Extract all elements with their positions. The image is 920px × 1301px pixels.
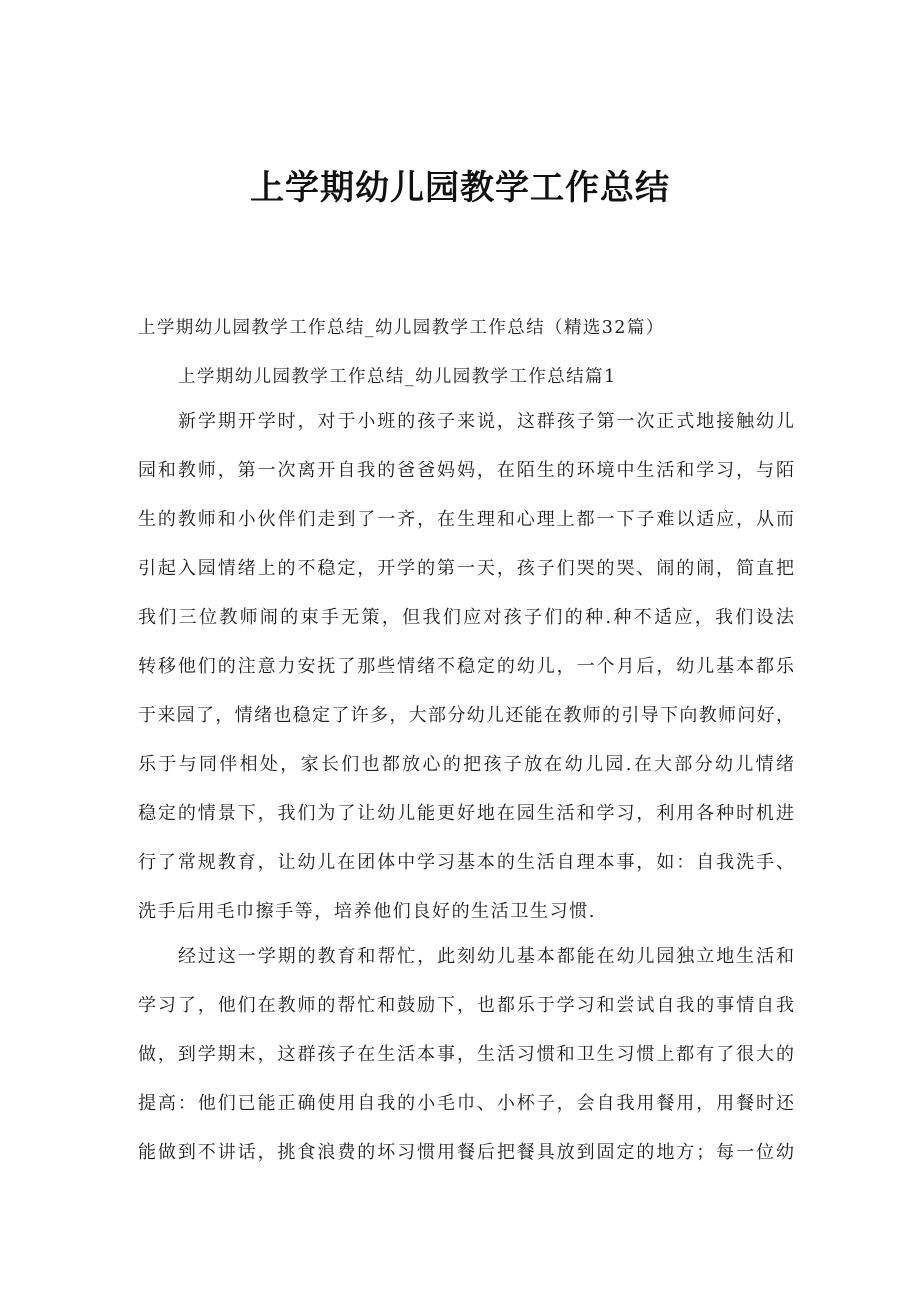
paragraph-line: 乐于与同伴相处，家长们也都放心的把孩子放在幼儿园.在大部分幼儿情绪 <box>138 754 794 775</box>
paragraph-line: 引起入园情绪上的不稳定，开学的第一天，孩子们哭的哭、闹的闹，简直把 <box>138 558 794 579</box>
paragraph-line: 我们三位教师闹的束手无策，但我们应对孩子们的种.种不适应，我们设法 <box>138 607 794 628</box>
paragraph-line: 洗手后用毛巾擦手等，培养他们良好的生活卫生习惯. <box>138 901 597 922</box>
paragraph-line: 做，到学期末，这群孩子在生活本事，生活习惯和卫生习惯上都有了很大的 <box>138 1044 794 1065</box>
paragraph-line: 稳定的情景下，我们为了让幼儿能更好地在园生活和学习，利用各种时机进 <box>138 803 794 824</box>
paragraph-line: 能做到不讲话，挑食浪费的坏习惯用餐后把餐具放到固定的地方；每一位幼 <box>138 1142 794 1163</box>
paragraph-line: 于来园了，情绪也稳定了许多，大部分幼儿还能在教师的引导下向教师问好， <box>138 705 794 726</box>
section-heading: 上学期幼儿园教学工作总结_幼儿园教学工作总结篇1 <box>178 367 617 387</box>
paragraph-line: 生的教师和小伙伴们走到了一齐，在生理和心理上都一下子难以适应，从而 <box>138 509 794 530</box>
paragraph-line: 转移他们的注意力安抚了那些情绪不稳定的幼儿，一个月后，幼儿基本都乐 <box>138 656 794 677</box>
paragraph-line: 园和教师，第一次离开自我的爸爸妈妈，在陌生的环境中生活和学习，与陌 <box>138 460 794 481</box>
paragraph-line: 提高：他们已能正确使用自我的小毛巾、小杯子，会自我用餐用，用餐时还 <box>138 1093 794 1114</box>
paragraph-line: 学习了，他们在教师的帮忙和鼓励下，也都乐于学习和尝试自我的事情自我 <box>138 995 794 1016</box>
document-title: 上学期幼儿园教学工作总结 <box>250 168 670 208</box>
document-subtitle: 上学期幼儿园教学工作总结_幼儿园教学工作总结（精选32篇） <box>138 318 665 338</box>
paragraph-line: 新学期开学时，对于小班的孩子来说，这群孩子第一次正式地接触幼儿 <box>178 411 794 432</box>
paragraph-line: 行了常规教育，让幼儿在团体中学习基本的生活自理本事，如：自我洗手、 <box>138 852 794 873</box>
paragraph-line: 经过这一学期的教育和帮忙，此刻幼儿基本都能在幼儿园独立地生活和 <box>178 946 794 967</box>
